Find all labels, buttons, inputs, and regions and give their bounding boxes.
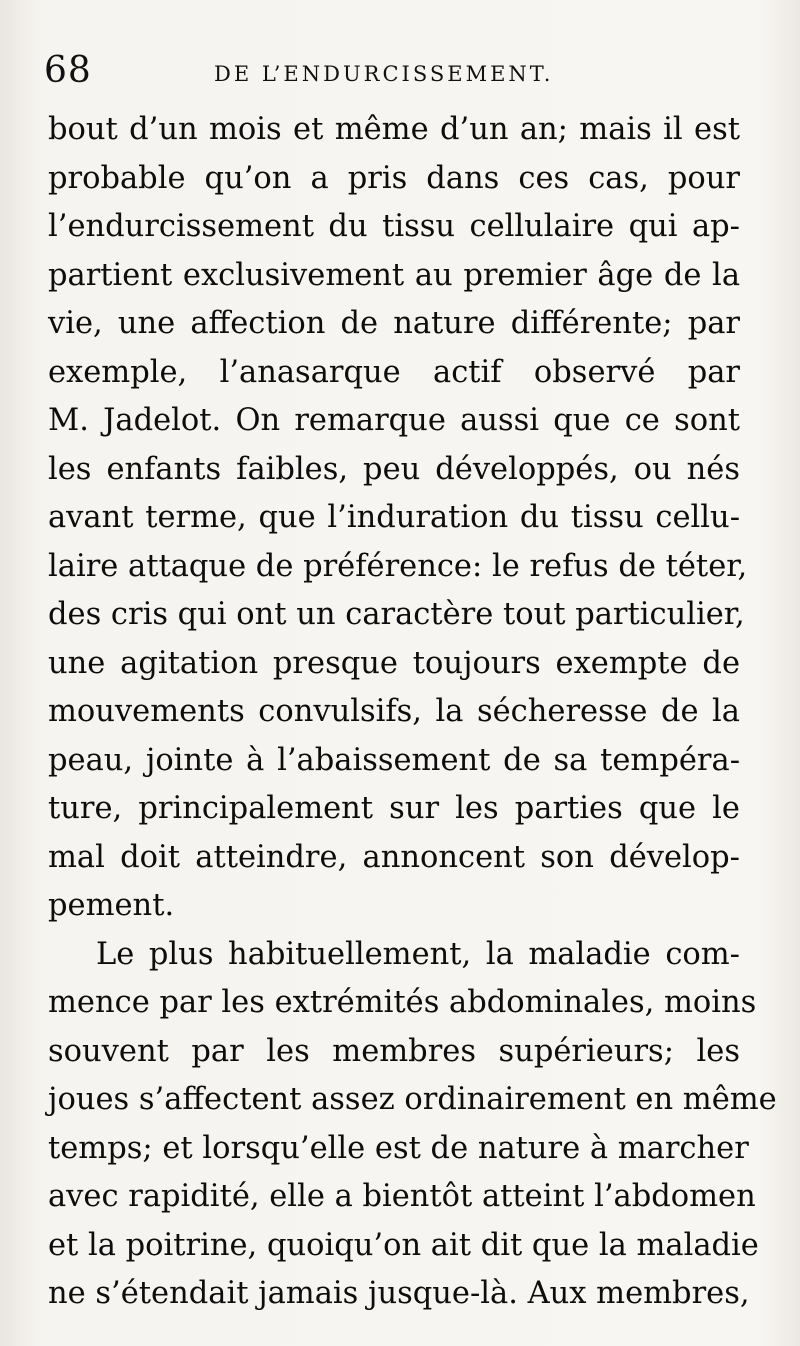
- text-line: une agitation presque toujours exempte de: [48, 645, 740, 681]
- page-header: [44, 50, 744, 100]
- text-line: avec rapidité, elle a bientôt atteint l’abdomen: [48, 1179, 756, 1214]
- text-line: mouvements convulsifs, la sécheresse de la: [48, 694, 740, 729]
- text-line: des cris qui ont un caractère tout particulier,: [48, 597, 745, 632]
- text-line: pement.: [48, 888, 175, 923]
- text-line: et la poitrine, quoiqu’on ait dit que la maladie: [48, 1227, 759, 1263]
- paragraph-1: [48, 106, 748, 931]
- running-title: DE L’ENDURCISSEMENT.: [214, 62, 554, 86]
- text-line: joues s’affectent assez ordinairement en même: [48, 1082, 777, 1117]
- text-line: Le plus habituellement, la maladie com-: [96, 936, 740, 972]
- text-line: probable qu’on a pris dans ces cas, pour: [48, 160, 740, 196]
- text-line: ture, principalement sur les parties que le: [48, 791, 740, 826]
- paragraph-2: [48, 931, 777, 1319]
- text-line: souvent par les membres supérieurs; les: [48, 1033, 740, 1069]
- text-line: mence par les extrémités abdominales, moins: [48, 985, 757, 1020]
- text-line: l’endurcissement du tissu cellulaire qui ap-: [48, 209, 740, 244]
- body-text: [48, 106, 777, 1319]
- text-line: peau, jointe à l’abaissement de sa tempéra-: [48, 742, 740, 778]
- text-line: vie, une affection de nature différente; par: [48, 306, 740, 341]
- text-line: avant terme, que l’induration du tissu cellu-: [48, 500, 740, 535]
- text-line: exemple, l’anasarque actif observé par: [48, 354, 740, 390]
- text-line: M. Jadelot. On remarque aussi que ce sont: [48, 403, 740, 438]
- page-number: 68: [44, 50, 92, 91]
- text-line: bout d’un mois et même d’un an; mais il est: [48, 112, 740, 147]
- text-line: laire attaque de préférence: le refus de téter,: [48, 548, 748, 584]
- text-line: temps; et lorsqu’elle est de nature à marcher: [48, 1130, 749, 1166]
- text-line: ne s’étendait jamais jusque-là. Aux membres,: [48, 1276, 750, 1311]
- text-line: partient exclusivement au premier âge de la: [48, 257, 740, 293]
- text-line: mal doit atteindre, annoncent son dévelop-: [48, 839, 740, 875]
- text-line: les enfants faibles, peu développés, ou nés: [48, 451, 740, 487]
